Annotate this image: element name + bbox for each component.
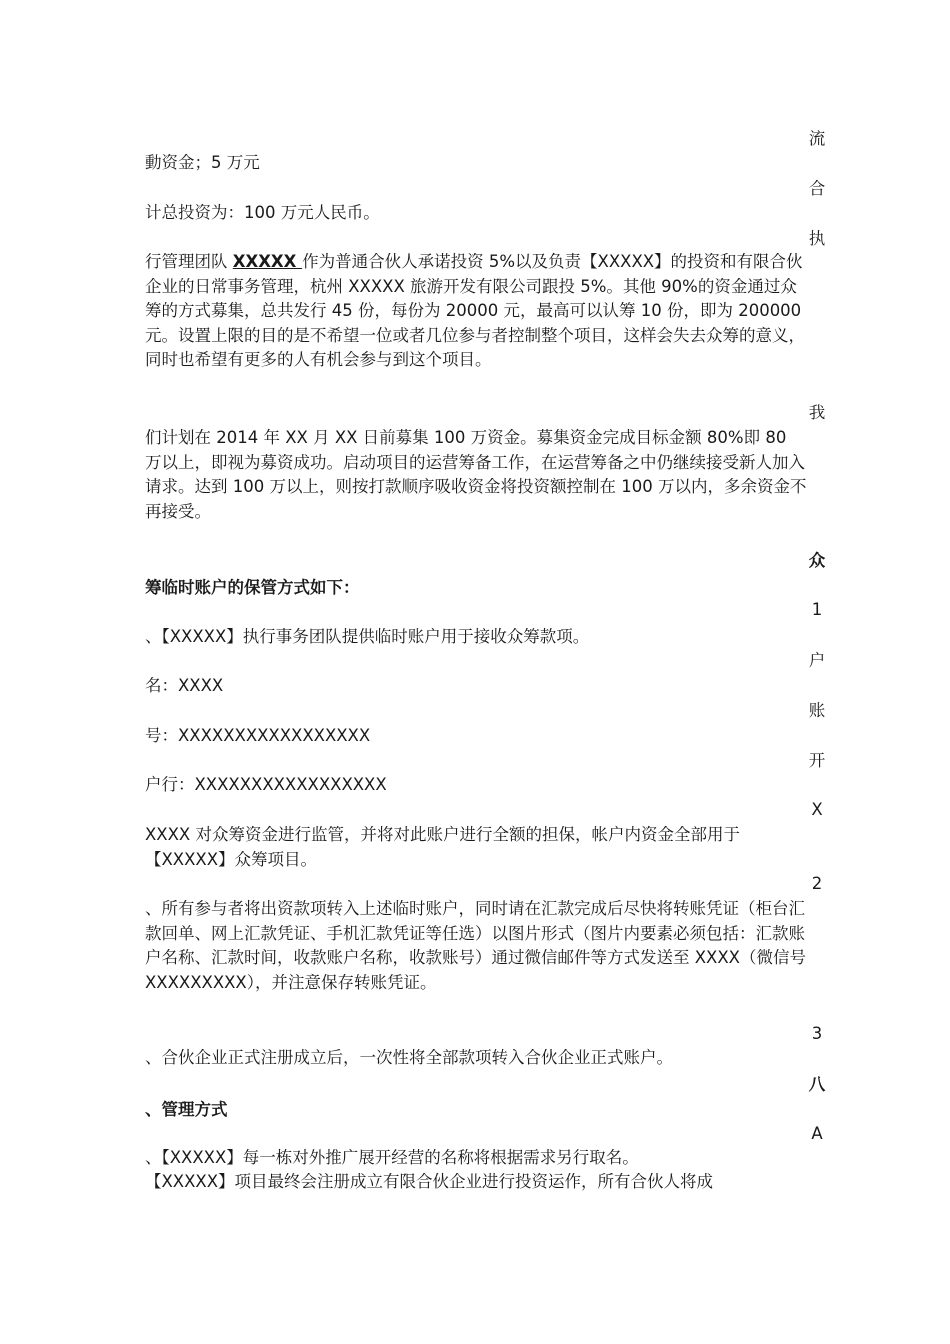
paragraph-supervision: XXXX 对众筹资金进行监管，并将对此账户进行全额的担保，帐户内资金全部用于【XXXXX】众筹项目。 bbox=[145, 825, 740, 869]
paragraph-funds: 動资金；5 万元 bbox=[145, 153, 260, 172]
side-char: 1 bbox=[811, 600, 823, 619]
text-segment: 作为普通合伙人承诺投资 5%以及负责【XXXXX】的投资和有限合伙企业的日常事务管理，杭州 XXXXX 旅游开发有限公司跟投 5%。其他 90%的资金通过众筹的方式募集，总共发行 45 份，每份为 20000 元，最高可以认筹 10 份，即为 200000 元。设置上限的目的是不希望一位或者几位参与者控制整个项目，这样会失去众筹的意义，同时也希望有更多的人有机会参与到这个项目。 bbox=[145, 252, 805, 369]
paragraph-fundraising-plan: 们计划在 2014 年 XX 月 XX 日前募集 100 万资金。募集资金完成目标金额 80%即 80 万以上，即视为募资成功。启动项目的运营筹备工作，在运营筹备之中仍继续接受新人加入请求。达到 100 万以上，则按打款顺序吸收资金将投资额控制在 100 万以内，多余资金不再接受。 bbox=[145, 428, 807, 521]
paragraph-transfer-instructions: 、所有参与者将出资款项转入上述临时账户，同时请在汇款完成后尽快将转账凭证（柜台汇款回单、网上汇款凭证、手机汇款凭证等任选）以图片形式（图片内要素必须包括：汇款账户名称、汇款时间，收款账户名称，收款账号）通过微信邮件等方式发送至 XXXX（微信号 XXXXXXXXX），并注意保存转账凭证。 bbox=[145, 899, 806, 992]
side-char: 我 bbox=[808, 403, 826, 422]
paragraph-registration: 、合伙企业正式注册成立后，一次性将全部款项转入合伙企业正式账户。 bbox=[145, 1048, 673, 1067]
side-char: 3 bbox=[811, 1024, 823, 1043]
side-char: 开 bbox=[808, 751, 826, 770]
paragraph-total-investment: 计总投资为：100 万元人民币。 bbox=[145, 203, 380, 222]
underlined-name: XXXXX bbox=[232, 252, 303, 271]
side-char: 户 bbox=[808, 651, 826, 670]
side-char: X bbox=[811, 800, 823, 819]
paragraph-management-team bbox=[145, 250, 807, 373]
side-char: 合 bbox=[808, 179, 826, 198]
side-char: 账 bbox=[808, 701, 826, 720]
account-name: 名：XXXX bbox=[145, 676, 224, 695]
account-number: 号：XXXXXXXXXXXXXXXXX bbox=[145, 726, 371, 745]
side-char: A bbox=[811, 1124, 823, 1143]
paragraph-account-provider: 、【XXXXX】执行事务团队提供临时账户用于接收众筹款项。 bbox=[145, 627, 590, 646]
text-segment: 行管理团队 bbox=[145, 252, 233, 271]
side-char: 执 bbox=[808, 229, 826, 248]
section-heading-account: 筹临时账户的保管方式如下： bbox=[145, 578, 360, 597]
side-char: 流 bbox=[808, 129, 826, 148]
side-char: 2 bbox=[811, 874, 823, 893]
paragraph-naming: 、【XXXXX】每一栋对外推广展开经营的名称将根据需求另行取名。 bbox=[145, 1148, 639, 1167]
side-char: 众 bbox=[808, 551, 826, 570]
section-heading-management: 、管理方式 bbox=[145, 1100, 228, 1119]
side-char: 八 bbox=[808, 1075, 826, 1094]
paragraph-partnership: 【XXXXX】项目最终会注册成立有限合伙企业进行投资运作，所有合伙人将成 bbox=[145, 1172, 714, 1191]
account-bank: 户行：XXXXXXXXXXXXXXXXX bbox=[145, 775, 387, 794]
